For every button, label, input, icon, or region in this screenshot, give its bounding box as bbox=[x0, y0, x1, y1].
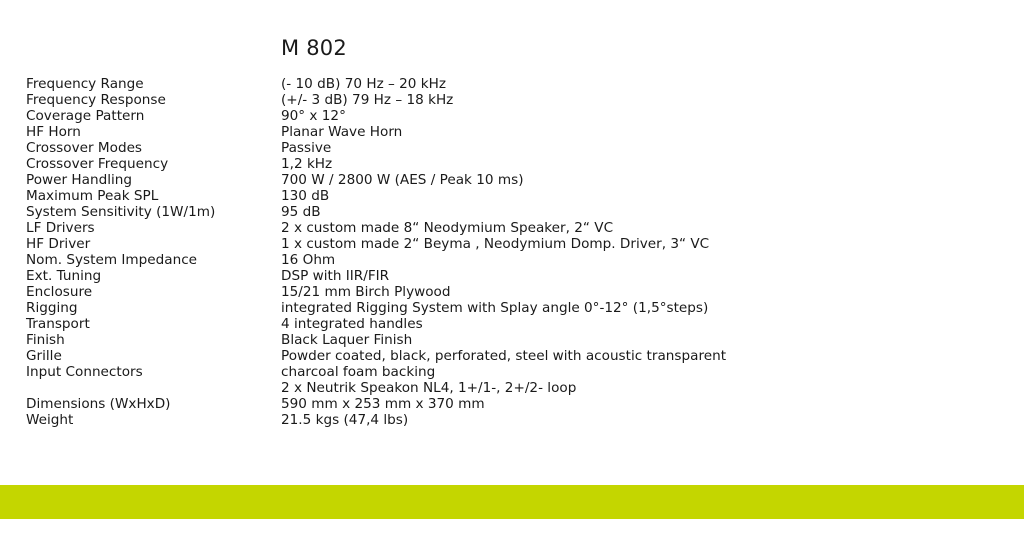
spec-value: 2 x Neutrik Speakon NL4, 1+/1-, 2+/2- loop bbox=[281, 380, 577, 396]
spec-row bbox=[26, 380, 726, 396]
spec-value: 15/21 mm Birch Plywood bbox=[281, 284, 451, 300]
spec-row bbox=[26, 300, 726, 316]
spec-row bbox=[26, 364, 726, 380]
spec-label: Weight bbox=[26, 412, 74, 428]
spec-label: Power Handling bbox=[26, 172, 133, 188]
spec-row bbox=[26, 332, 726, 348]
spec-row bbox=[26, 316, 726, 332]
page-title: M 802 bbox=[281, 36, 347, 60]
spec-value: 700 W / 2800 W (AES / Peak 10 ms) bbox=[281, 172, 524, 188]
spec-value: 2 x custom made 8“ Neodymium Speaker, 2“ VC bbox=[281, 220, 614, 236]
spec-row bbox=[26, 76, 726, 92]
spec-value: 95 dB bbox=[281, 204, 321, 220]
spec-value: Black Laquer Finish bbox=[281, 332, 413, 348]
spec-row bbox=[26, 252, 726, 268]
spec-label: LF Drivers bbox=[26, 220, 95, 236]
spec-row bbox=[26, 108, 726, 124]
spec-row bbox=[26, 140, 726, 156]
spec-value: (- 10 dB) 70 Hz – 20 kHz bbox=[281, 76, 446, 92]
accent-band bbox=[0, 485, 1024, 519]
spec-row bbox=[26, 92, 726, 108]
spec-table bbox=[26, 76, 726, 428]
spec-value: charcoal foam backing bbox=[281, 364, 436, 380]
spec-row bbox=[26, 188, 726, 204]
spec-value: 130 dB bbox=[281, 188, 330, 204]
spec-row bbox=[26, 204, 726, 220]
spec-value: 4 integrated handles bbox=[281, 316, 423, 332]
spec-label: HF Driver bbox=[26, 236, 91, 252]
spec-label: Frequency Range bbox=[26, 76, 144, 92]
spec-label: Coverage Pattern bbox=[26, 108, 145, 124]
spec-label: Crossover Frequency bbox=[26, 156, 169, 172]
spec-row bbox=[26, 220, 726, 236]
spec-row bbox=[26, 284, 726, 300]
spec-value: 16 Ohm bbox=[281, 252, 336, 268]
spec-row bbox=[26, 156, 726, 172]
spec-label: Maximum Peak SPL bbox=[26, 188, 159, 204]
spec-label: Ext. Tuning bbox=[26, 268, 102, 284]
spec-value: 90° x 12° bbox=[281, 108, 346, 124]
spec-label: Rigging bbox=[26, 300, 78, 316]
spec-value: (+/- 3 dB) 79 Hz – 18 kHz bbox=[281, 92, 454, 108]
spec-label: Nom. System Impedance bbox=[26, 252, 198, 268]
spec-value: 590 mm x 253 mm x 370 mm bbox=[281, 396, 485, 412]
spec-value: 21.5 kgs (47,4 lbs) bbox=[281, 412, 409, 428]
spec-label: Finish bbox=[26, 332, 65, 348]
spec-label: Input Connectors bbox=[26, 364, 143, 380]
spec-label: HF Horn bbox=[26, 124, 81, 140]
spec-row bbox=[26, 124, 726, 140]
spec-label: System Sensitivity (1W/1m) bbox=[26, 204, 216, 220]
spec-value: 1 x custom made 2“ Beyma , Neodymium Domp. Driver, 3“ VC bbox=[281, 236, 710, 252]
spec-row bbox=[26, 348, 726, 364]
spec-label bbox=[26, 380, 281, 396]
spec-row bbox=[26, 412, 726, 428]
spec-value: DSP with IIR/FIR bbox=[281, 268, 390, 284]
spec-row bbox=[26, 396, 726, 412]
spec-label: Enclosure bbox=[26, 284, 93, 300]
spec-label: Crossover Modes bbox=[26, 140, 143, 156]
spec-row bbox=[26, 236, 726, 252]
spec-label: Dimensions (WxHxD) bbox=[26, 396, 171, 412]
spec-value: Planar Wave Horn bbox=[281, 124, 403, 140]
spec-label: Grille bbox=[26, 348, 62, 364]
spec-value: Powder coated, black, perforated, steel with acoustic transparent bbox=[281, 348, 727, 364]
spec-row bbox=[26, 268, 726, 284]
spec-value: integrated Rigging System with Splay angle 0°-12° (1,5°steps) bbox=[281, 300, 709, 316]
spec-row bbox=[26, 172, 726, 188]
spec-value: Passive bbox=[281, 140, 332, 156]
spec-label: Transport bbox=[26, 316, 90, 332]
spec-value: 1,2 kHz bbox=[281, 156, 333, 172]
spec-label: Frequency Response bbox=[26, 92, 166, 108]
